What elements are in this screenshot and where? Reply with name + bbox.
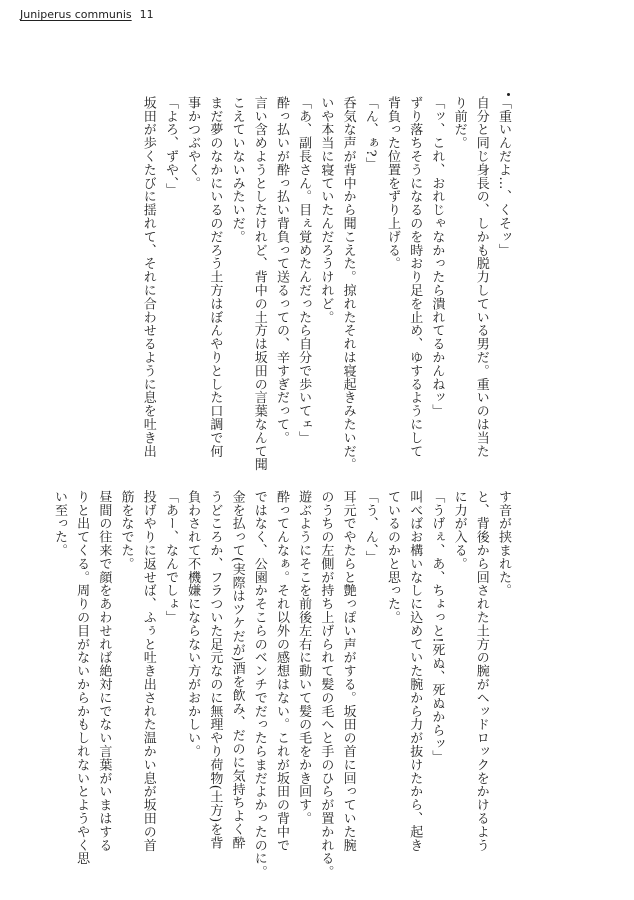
text-line: 負わされて不機嫌にならない方がおかしい。 (185, 490, 201, 758)
text-line: りと出てくる。周りの目がないからかもしれないとようやく思 (74, 490, 90, 866)
text-line: 昼間の往来で顔をあわせれば絶対にでない言葉がいまはする (96, 490, 112, 852)
book-title: Juniperus communis (20, 8, 132, 21)
text-line: 金を払って(実際はツケだが)酒を飲み、だのに気持ちよく酔 (229, 490, 245, 850)
text-line: に力が入る。 (451, 490, 467, 571)
text-line: 酔ってんなぁ。それ以外の感想はない。これが坂田の背中で (273, 490, 289, 852)
text-line: 呑気な声が背中から聞こえた。掠れたそれは寝起きみたいだ。 (340, 96, 356, 472)
text-line: うどころか、フラついた足元なのに無理やり荷物(土方)を背 (207, 490, 223, 850)
text-line: 「うげぇ、あ、ちょっと!死ぬ、死ぬからッ」 (429, 490, 445, 764)
text-line: 背負った位置をずり上げる。 (384, 96, 400, 271)
text-line: まだ夢のなかにいるのだろう土方はぼんやりとした口調で何 (207, 96, 223, 458)
text-line: 「よろ、ずや、」 (162, 96, 178, 197)
text-line: 坂田が歩くたびに揺れて、それに合わせるように息を吐き出 (140, 96, 156, 458)
text-line: 自分と同じ身長の、しかも脱力している男だ。重いのは当た (473, 96, 489, 458)
text-line: のうちの左側が持ち上げられて髪の毛へと手のひらが置かれる。 (318, 490, 334, 879)
text-line: と、背後から回された土方の腕がヘッドロックをかけるよう (473, 490, 489, 852)
text-line: 「ッ、これ、おれじゃなかったら潰れてるかんねッ」 (429, 96, 445, 418)
text-line: 言い含めようとしたけれど、背中の土方は坂田の言葉なんて聞 (251, 96, 267, 472)
upper-text-block (137, 96, 514, 472)
text-line: 叫べばお構いなしに込めていた腕から力が抜けたから、起き (407, 490, 423, 852)
text-line: ではなく、公園かそこらのベンチでだったらまだよかったのに。 (251, 490, 267, 879)
text-line: こえていないみたいだ。 (229, 96, 245, 244)
text-line: 事かつぶやく。 (185, 96, 201, 190)
text-line: 「あー、なんでしょ」 (162, 490, 178, 624)
text-line: ているのかと思った。 (384, 490, 400, 624)
text-line: いや本当に寝ていたんだろうけれど。 (318, 96, 334, 324)
text-line: り前だ。 (451, 96, 467, 150)
text-line: 耳元でやたらと艶っぽい声がする。坂田の首に回っていた腕 (340, 490, 356, 852)
page-number: 11 (139, 8, 154, 21)
lower-text-block (48, 490, 514, 879)
text-line: ずり落ちそうになるのを時おり足を止め、ゆするようにして (407, 96, 423, 458)
text-line: い至った。 (51, 490, 67, 557)
text-line: 「あ、副長さん。目ぇ覚めたんだったら自分で歩いてェ」 (296, 96, 312, 445)
text-line: 筋をなでた。 (118, 490, 134, 571)
text-line: 「重いんだよ…、くそッ」 (496, 96, 511, 257)
text-line: 酔っ払いが酔っ払い背負って送るっての、辛すぎだって。 (273, 96, 289, 445)
text-line: 遊ぶようにそこを前後左右に動いて髪の毛をかき回す。 (296, 490, 312, 825)
text-line: 「ん、ぁ?」 (362, 96, 378, 171)
text-line: 投げやりに返せば、ふぅと吐き出された温かい息が坂田の首 (140, 490, 156, 852)
text-line: す音が挟まれた。 (496, 490, 511, 598)
running-header (20, 8, 154, 21)
text-line: 「う、ん、」 (362, 490, 378, 564)
